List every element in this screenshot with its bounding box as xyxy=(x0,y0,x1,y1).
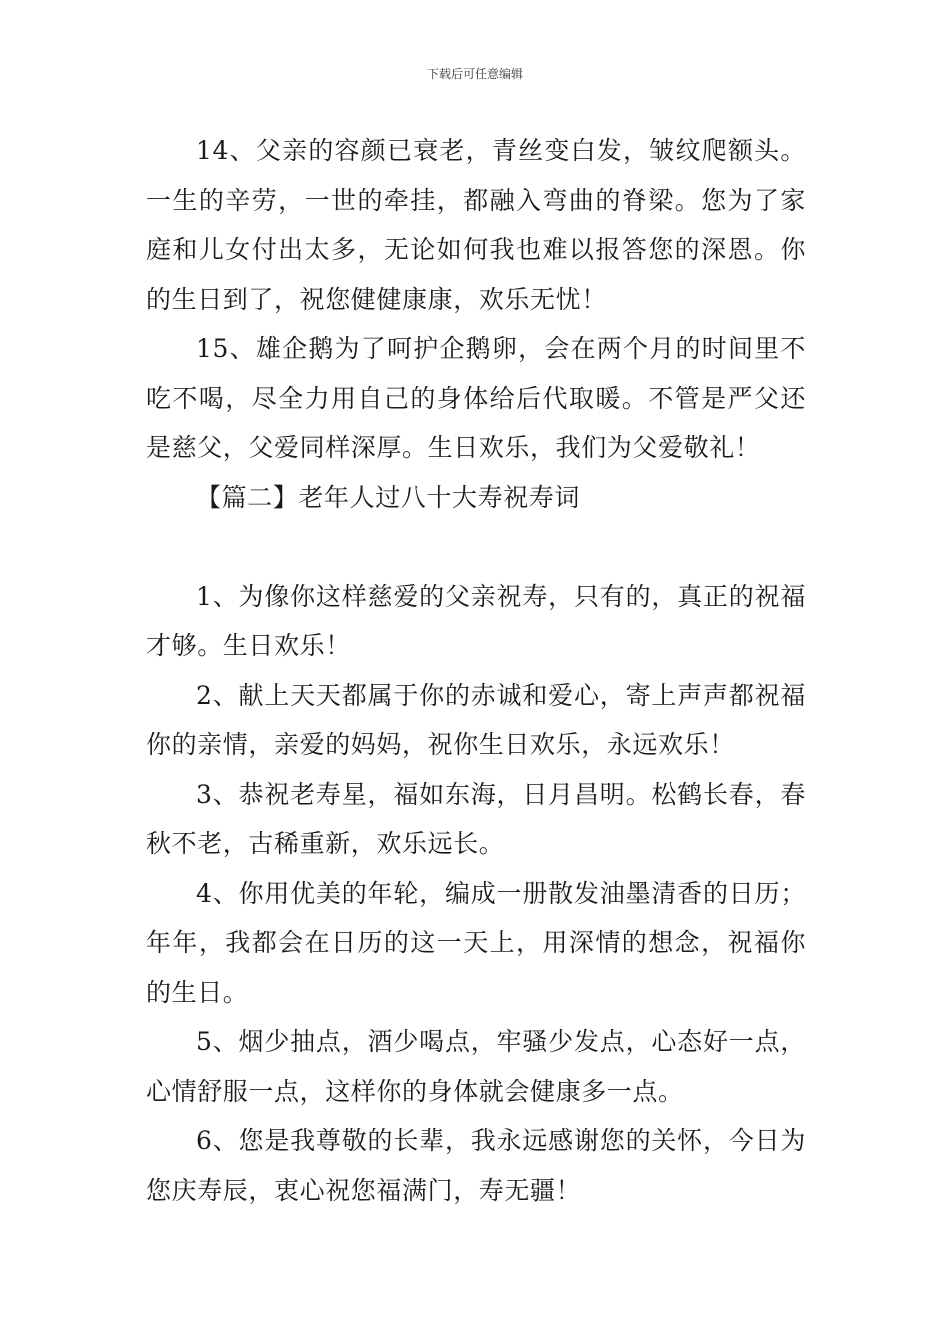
section-title: 【篇二】老年人过八十大寿祝寿词 xyxy=(196,482,581,512)
paragraph-1: 1、为像你这样慈爱的父亲祝寿，只有的，真正的祝福才够。生日欢乐！ xyxy=(146,581,806,660)
paragraph-14: 14、父亲的容颜已衰老，青丝变白发，皱纹爬额头。一生的辛劳，一世的牵挂，都融入弯曲的脊梁。您为了家庭和儿女付出太多，无论如何我也难以报答您的深恩。你的生日到了，祝您健健康康，欢乐无忧！ xyxy=(146,136,806,314)
paragraph-5: 5、烟少抽点，酒少喝点，牢骚少发点，心态好一点，心情舒服一点，这样你的身体就会健康多一点。 xyxy=(146,1027,806,1106)
paragraph-6: 6、您是我尊敬的长辈，我永远感谢您的关怀，今日为您庆寿辰，衷心祝您福满门，寿无疆！ xyxy=(146,1126,806,1205)
paragraph-15: 15、雄企鹅为了呵护企鹅卵，会在两个月的时间里不吃不喝，尽全力用自己的身体给后代取暖。不管是严父还是慈父，父爱同样深厚。生日欢乐，我们为父爱敬礼！ xyxy=(146,334,806,462)
page-header: 下载后可任意编辑 xyxy=(426,67,523,81)
document-body xyxy=(146,126,806,1215)
paragraph-4: 4、你用优美的年轮，编成一册散发油墨清香的日历；年年，我都会在日历的这一天上，用深情的想念，祝福你的生日。 xyxy=(146,878,806,1007)
paragraph-3: 3、恭祝老寿星，福如东海，日月昌明。松鹤长春，春秋不老，古稀重新，欢乐远长。 xyxy=(146,779,806,858)
paragraph-2: 2、献上天天都属于你的赤诚和爱心，寄上声声都祝福你的亲情，亲爱的妈妈，祝你生日欢乐，永远欢乐！ xyxy=(146,680,806,759)
